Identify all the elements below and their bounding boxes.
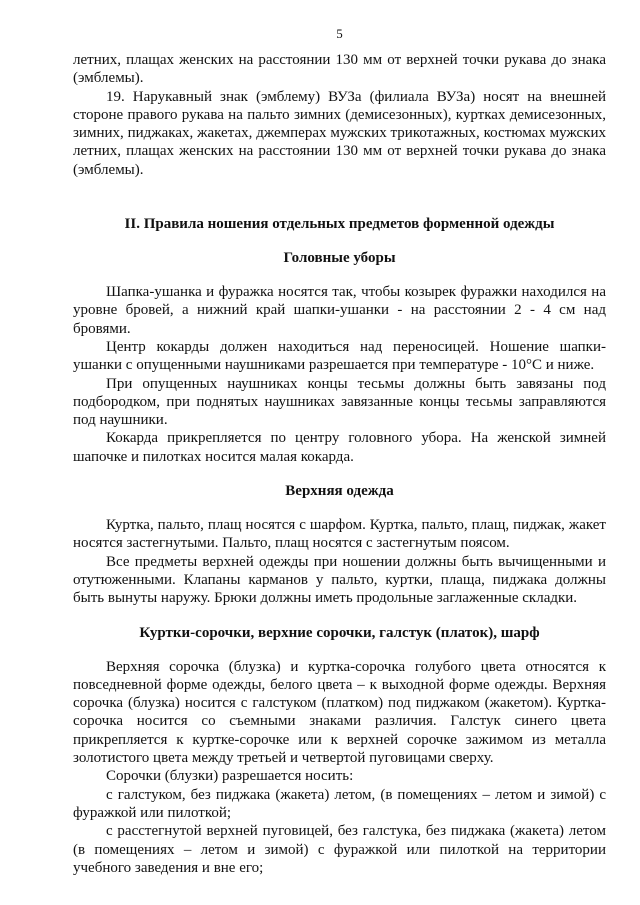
paragraph: Верхняя сорочка (блузка) и куртка-сорочка голубого цвета относятся к повседневной форме одежды, белого цвета – к выходной форме одежды. Верхняя сорочка (блузка) носится с галстуком (платком) под пиджаком (жакетом). Куртка-сорочка носится со съемными знаками различия. Галстук синего цвета прикрепляется к куртке-сорочке или к верхней сорочке зажимом из металла золотистого цвета между третьей и четвертой пуговицами сверху. bbox=[73, 658, 606, 767]
paragraph: с галстуком, без пиджака (жакета) летом, (в помещениях – летом и зимой) с фуражкой или пилоткой; bbox=[73, 786, 606, 821]
subsection-title-shirts: Куртки-сорочки, верхние сорочки, галстук (платок), шарф bbox=[139, 624, 540, 641]
paragraph: Все предметы верхней одежды при ношении должны быть вычищенными и отутюженными. Клапаны карманов у пальто, куртки, плаща, пиджака должны быть вынуты наружу. Брюки должны иметь продольные заглаженные складки. bbox=[73, 553, 606, 607]
paragraph: Центр кокарды должен находиться над переносицей. Ношение шапки-ушанки с опущенными наушниками разрешается при температуре - 10°С и ниже. bbox=[73, 338, 606, 374]
subsection-title-headwear: Головные уборы bbox=[283, 250, 396, 267]
paragraph: При опущенных наушниках концы тесьмы должны быть завязаны под подбородком, при поднятых наушниках завязанные концы тесьмы заправляются под наушники. bbox=[73, 375, 606, 429]
paragraph-continuation: летних, плащах женских на расстоянии 130 мм от верхней точки рукава до знака (эмблемы). bbox=[73, 52, 606, 87]
page-number: 5 bbox=[336, 26, 343, 41]
paragraph: Шапка-ушанка и фуражка носятся так, чтобы козырек фуражки находился на уровне бровей, а нижний край шапки-ушанки - на расстоянии 2 - 4 см над бровями. bbox=[73, 284, 606, 337]
section-title: II. Правила ношения отдельных предметов форменной одежды bbox=[124, 216, 555, 233]
paragraph: с расстегнутой верхней пуговицей, без галстука, без пиджака (жакета) летом (в помещениях – летом и зимой) с фуражкой или пилоткой на территории учебного заведения и вне его; bbox=[73, 823, 606, 876]
paragraph-item-19: 19. Нарукавный знак (эмблему) ВУЗа (филиала ВУЗа) носят на внешней стороне правого рукава на пальто зимних (демисезонных), куртках демисезонных, зимних, пиджаках, жакетах, джемперах мужских трикотажных, костюмах мужских летних, плащах женских на расстоянии 130 мм от верхней точки рукава до знака (эмблемы). bbox=[73, 88, 606, 178]
subsection-title-outerwear: Верхняя одежда bbox=[285, 483, 394, 500]
paragraph: Сорочки (блузки) разрешается носить: bbox=[106, 768, 354, 785]
paragraph: Куртка, пальто, плащ носятся с шарфом. Куртка, пальто, плащ, пиджак, жакет носятся застегнутыми. Пальто, плащ носятся с застегнутым поясом. bbox=[73, 517, 606, 552]
paragraph: Кокарда прикрепляется по центру головного убора. На женской зимней шапочке и пилотках носится малая кокарда. bbox=[73, 430, 606, 465]
